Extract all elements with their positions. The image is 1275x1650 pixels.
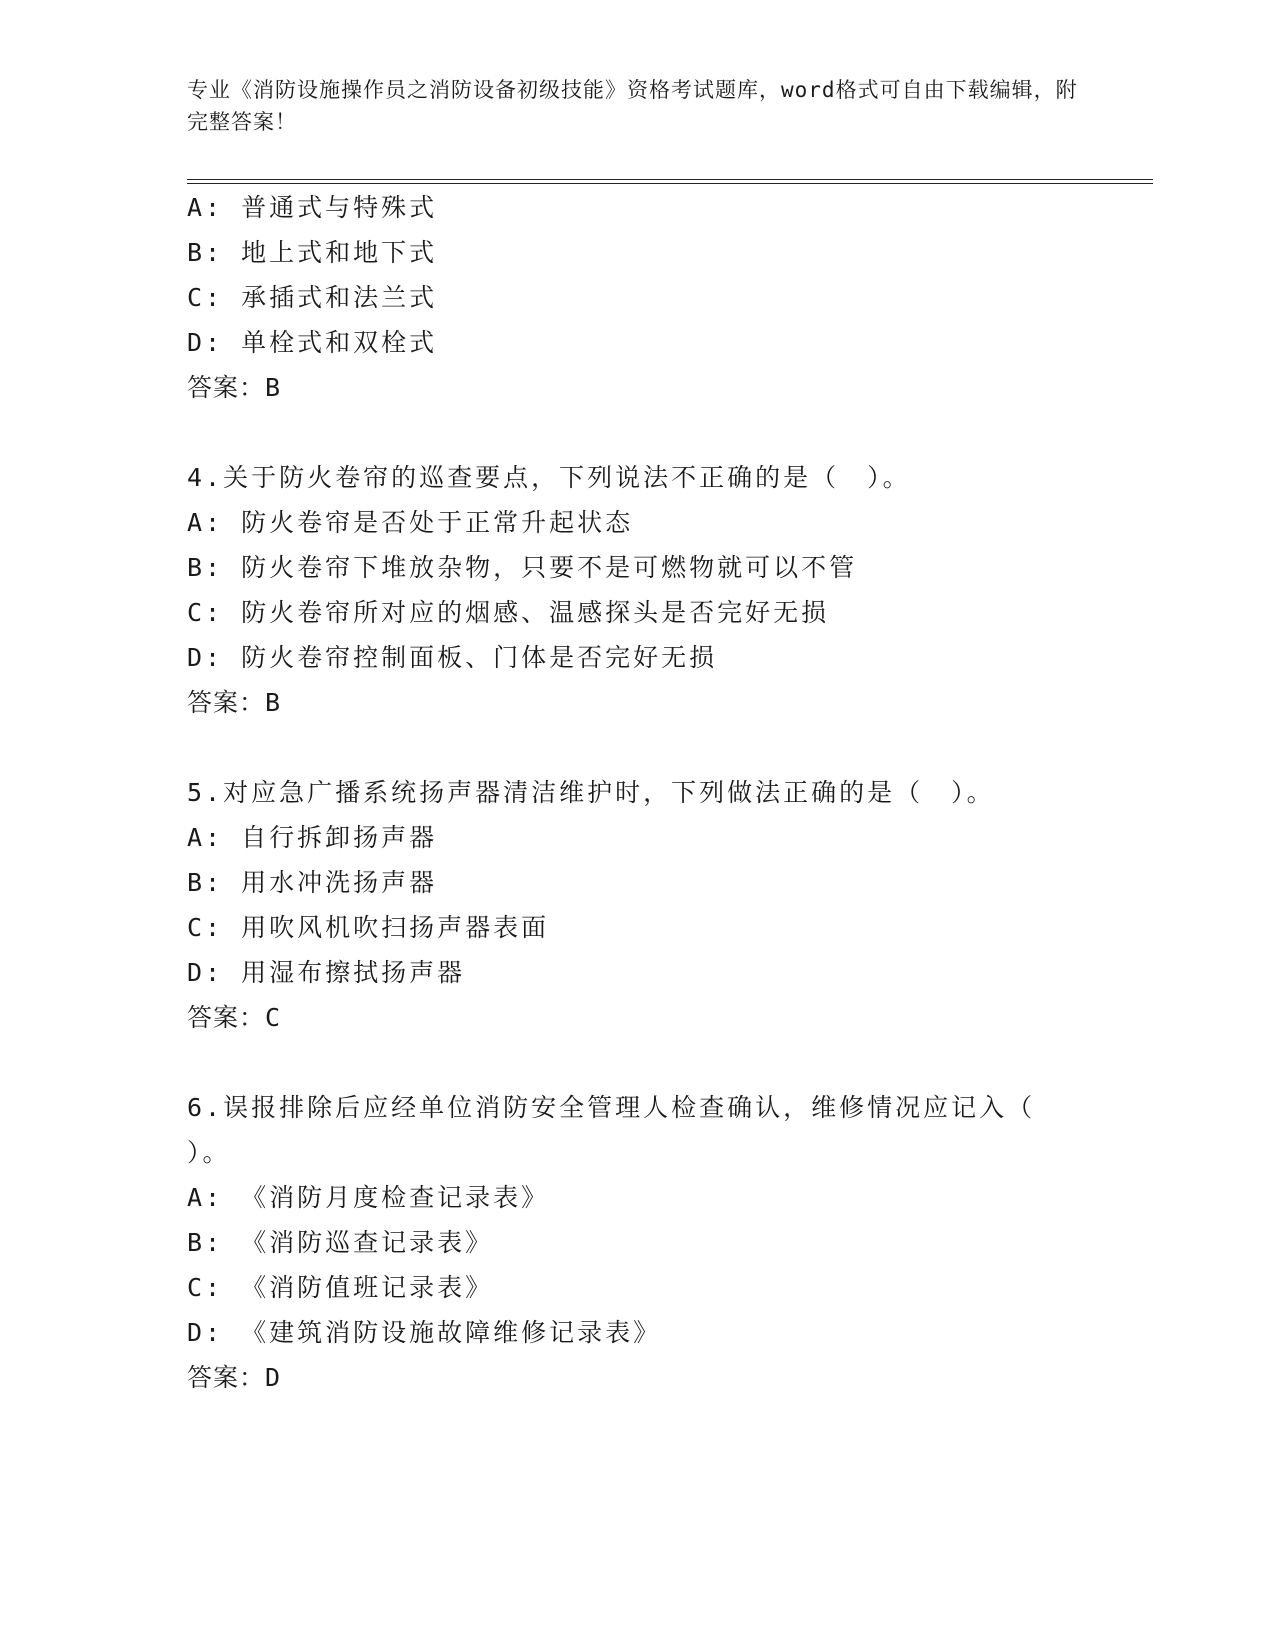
- q3-option-b: B: 地上式和地下式: [187, 238, 438, 267]
- q6-option-c: C: 《消防值班记录表》: [187, 1273, 494, 1302]
- q5-answer: [187, 1002, 281, 1034]
- q3-answer: [187, 372, 281, 404]
- q6-option-b: B: 《消防巡查记录表》: [187, 1228, 494, 1257]
- q3-option-c: C: 承插式和法兰式: [187, 283, 438, 312]
- q4-option-b: B: 防火卷帘下堆放杂物，只要不是可燃物就可以不管: [187, 553, 858, 582]
- q6-answer-value: D: [265, 1363, 282, 1392]
- header-rule-top: [187, 179, 1153, 180]
- q4-option-a: A: 防火卷帘是否处于正常升起状态: [187, 508, 634, 537]
- q5-option-a: A: 自行拆卸扬声器: [187, 823, 438, 852]
- q6-answer: [187, 1362, 281, 1394]
- q5-option-c: C: 用吹风机吹扫扬声器表面: [187, 913, 550, 942]
- header-rule-bottom: [187, 183, 1153, 184]
- q3-answer-label: 答案：: [187, 373, 266, 402]
- q4-option-c: C: 防火卷帘所对应的烟感、温感探头是否完好无损: [187, 598, 830, 627]
- q3-answer-value: B: [265, 373, 282, 402]
- q4-stem: 4.关于防火卷帘的巡查要点，下列说法不正确的是（ ）。: [187, 463, 911, 492]
- q3-option-a: A: 普通式与特殊式: [187, 193, 438, 222]
- q5-option-d: D: 用湿布擦拭扬声器: [187, 958, 466, 987]
- q6-stem-line-2: ）。: [187, 1138, 231, 1167]
- q5-option-b: B: 用水冲洗扬声器: [187, 868, 438, 897]
- q6-answer-label: 答案：: [187, 1363, 266, 1392]
- q4-option-d: D: 防火卷帘控制面板、门体是否完好无损: [187, 643, 718, 672]
- document-header: 专业《消防设施操作员之消防设备初级技能》资格考试题库，word格式可自由下载编辑，附完整答案！: [187, 78, 1078, 134]
- q6-option-d: D: 《建筑消防设施故障维修记录表》: [187, 1318, 662, 1347]
- q5-stem: 5.对应急广播系统扬声器清洁维护时，下列做法正确的是（ ）。: [187, 778, 995, 807]
- q4-answer: [187, 687, 281, 719]
- q4-answer-value: B: [265, 688, 282, 717]
- q5-answer-value: C: [265, 1003, 282, 1032]
- q3-option-d: D: 单栓式和双栓式: [187, 328, 438, 357]
- q6-stem-line-1: 6.误报排除后应经单位消防安全管理人检查确认，维修情况应记入（: [187, 1093, 1036, 1122]
- q6-option-a: A: 《消防月度检查记录表》: [187, 1183, 550, 1212]
- q4-answer-label: 答案：: [187, 688, 266, 717]
- q5-answer-label: 答案：: [187, 1003, 266, 1032]
